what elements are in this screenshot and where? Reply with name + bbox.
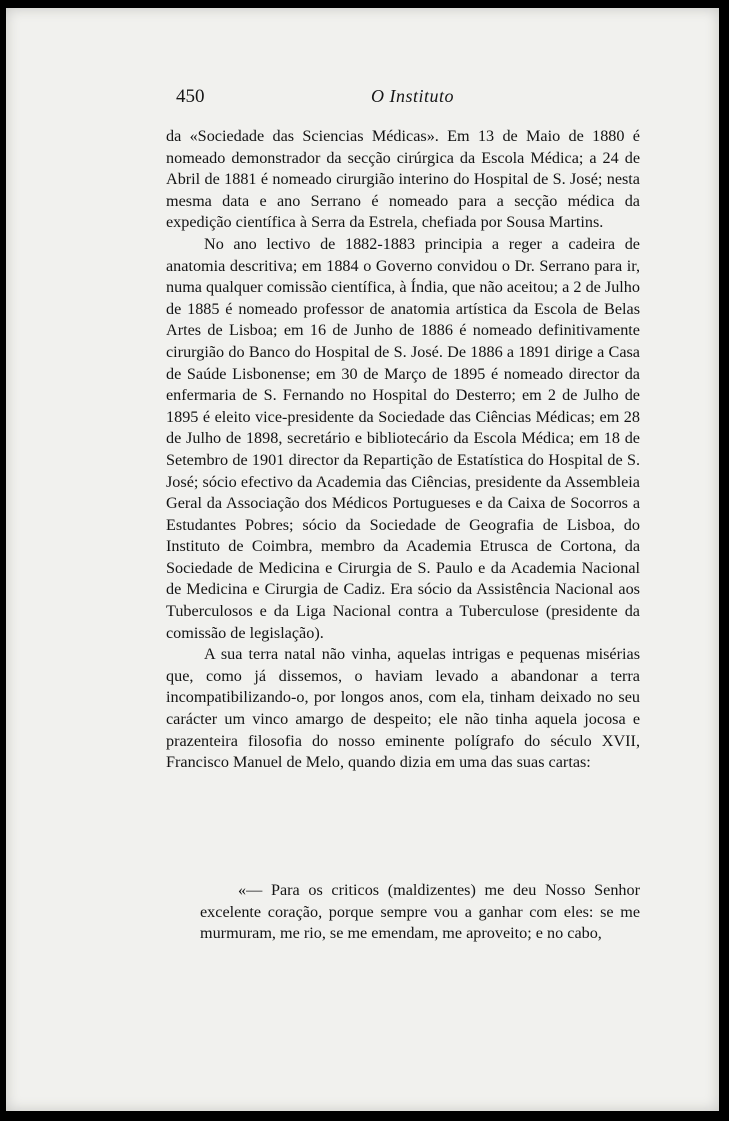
paragraph: A sua terra natal não vinha, aquelas intrigas e pequenas misérias que, como já dissemos, o haviam levado a abandonar a terra incompatibilizando-o, por longos anos, com ela, tinham deixado no seu carácter um vinco amargo de despeito; ele não tinha aquela jocosa e prazenteira filosofia do nosso eminente polígrafo do século XVII, Francisco Manuel de Melo, quando dizia em uma das suas cartas: — [166, 645, 640, 772]
block-quote — [200, 880, 640, 945]
paragraph: da «Sociedade das Sciencias Médicas». Em 13 de Maio de 1880 é nomeado demonstrador da secção cirúrgica da Escola Médica; a 24 de Abril de 1881 é nomeado cirurgião interino do Hospital de S. José; nesta mesma data e ano Serrano é nomeado para a secção médica da expedição científica à Serra da Estrela, chefiada por Sousa Martins. — [166, 127, 640, 232]
page-header — [166, 86, 646, 112]
body-text — [166, 126, 640, 774]
page-number: 450 — [176, 86, 205, 107]
quote-text: «— Para os criticos (maldizentes) me deu Nosso Senhor excelente coração, porque sempre vou a ganhar com eles: se me murmuram, me rio, se me emendam, me aproveito; e no cabo, — [200, 881, 640, 943]
paragraph: No ano lectivo de 1882-1883 principia a reger a cadeira de anatomia descritiva; em 1884 o Governo convidou o Dr. Serrano para ir, numa qualquer comissão científica, à Índia, que não aceitou; a 2 de Julho de 1885 é nomeado professor de anatomia artística da Escola de Belas Artes de Lisboa; em 16 de Junho de 1886 é nomeado definitivamente cirurgião do Banco do Hospital de S. José. De 1886 a 1891 dirige a Casa de Saúde Lisbonense; em 30 de Março de 1895 é nomeado director da enfermaria de S. Fernando no Hospital do Desterro; em 2 de Julho de 1895 é eleito vice-presidente da Sociedade das Ciências Médicas; em 28 de Julho de 1898, secretário e bibliotecário da Escola Médica; em 18 de Setembro de 1901 director da Repartição de Estatística do Hospital de S. José; sócio efectivo da Academia das Ciências, presidente da Assembleia Geral da Associação dos Médicos Portugueses e da Caixa de Socorros a Estudantes Pobres; sócio da Sociedade de Geografia de Lisboa, do Instituto de Coimbra, membro da Academia Etrusca de Cortona, da Sociedade de Medicina e Cirurgia de S. Paulo e da Academia Nacional de Medicina e Cirurgia de Cadiz. Era sócio da Assistência Nacional aos Tuberculosos e da Liga Nacional contra a Tuberculose (presidente da comissão de legislação). — [166, 234, 640, 642]
running-title: O Instituto — [371, 86, 455, 106]
